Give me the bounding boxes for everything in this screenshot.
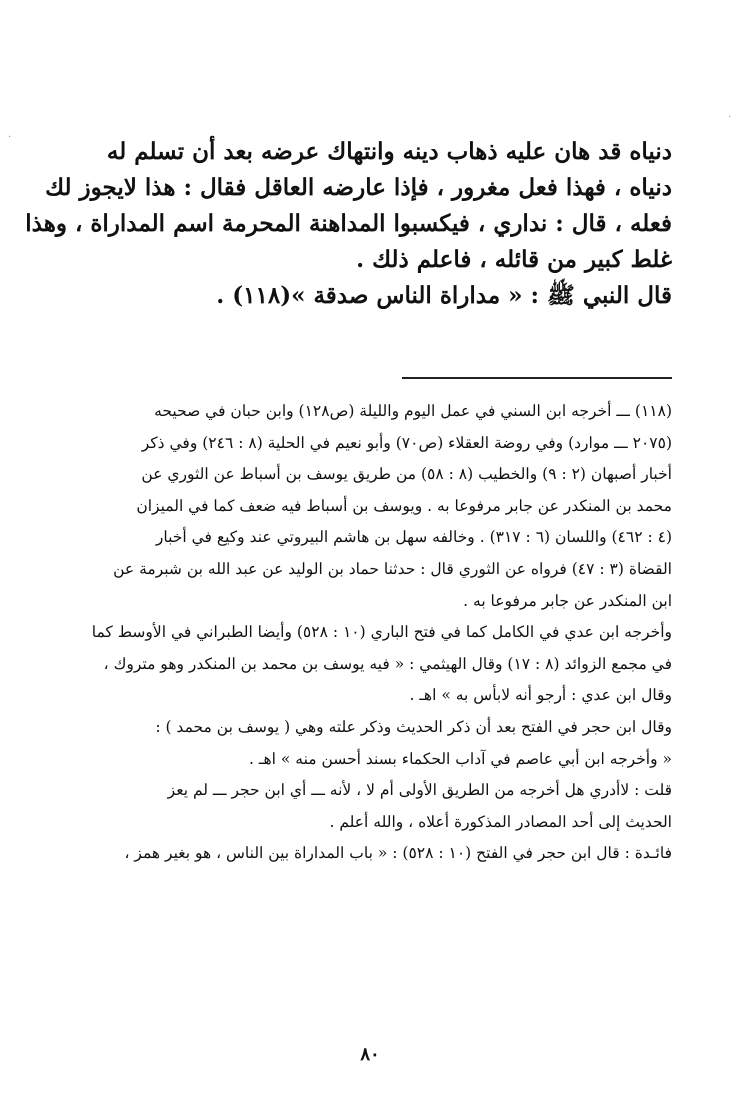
- scan-speck: ·: [728, 112, 732, 123]
- scan-speck: ·: [8, 132, 12, 143]
- footnote-line: في مجمع الزوائد (٨ : ١٧) وقال الهيثمي : « فيه يوسف بن محمد بن المنكدر وهو متروك ،: [103, 654, 672, 673]
- main-text-line: قال النبي ﷺ : « مداراة الناس صدقة »(١١٨) .: [216, 282, 672, 309]
- main-text-line: غلط كبير من قائله ، فاعلم ذلك .: [356, 246, 672, 273]
- main-text: [25, 134, 672, 314]
- footnote-line: وقال ابن عدي : أرجو أنه لابأس به » اهـ .: [409, 686, 672, 705]
- footnote-line: فائـدة : قال ابن حجر في الفتح (١٠ : ٥٢٨) : « باب المداراة بين الناس ، هو بغير همز ،: [124, 844, 672, 863]
- main-text-line: دنياه ، فهذا فعل مغرور ، فإذا عارضه العاقل فقال : هذا لايجوز لك: [45, 174, 672, 201]
- footnote-line: ابن المنكدر عن جابر مرفوعا به .: [463, 591, 672, 610]
- footnote-line: القضاة (٣ : ٤٧) فرواه عن الثوري قال : حدثنا حماد بن الوليد عن عبد الله بن شبرمة عن: [113, 559, 672, 578]
- main-text-line: دنياه قد هان عليه ذهاب دينه وانتهاك عرضه بعد أن تسلم له: [106, 138, 672, 165]
- footnote-separator: [402, 377, 672, 379]
- footnote-line: وأخرجه ابن عدي في الكامل كما في فتح الباري (١٠ : ٥٢٨) وأيضا الطبراني في الأوسط كما: [91, 623, 672, 642]
- footnotes: [91, 396, 672, 870]
- footnote-line: الحديث إلى أحد المصادر المذكورة أعلاه ، والله أعلم .: [329, 812, 672, 831]
- footnote-line: (٢٠٧٥ ـــ موارد) وفي روضة العقلاء (ص٧٠) وأبو نعيم في الحلية (٨ : ٢٤٦) وفي ذكر: [141, 433, 672, 452]
- footnote-line: (٤ : ٤٦٢) واللسان (٦ : ٣١٧) . وخالفه سهل بن هاشم البيروتي عند وكيع في أخبار: [155, 528, 672, 547]
- footnote-line: محمد بن المنكدر عن جابر مرفوعا به . ويوسف بن أسباط فيه ضعف كما في الميزان: [136, 496, 672, 515]
- footnote-line: قلت : لاأدري هل أخرجه من الطريق الأولى أم لا ، لأنه ـــ أي ابن حجر ـــ لم يعز: [167, 781, 672, 800]
- footnote-line: (١١٨) ـــ أخرجه ابن السني في عمل اليوم والليلة (ص١٢٨) وابن حبان في صحيحه: [154, 402, 672, 420]
- footnote-line: « وأخرجه ابن أبي عاصم في آداب الحكماء بسند أحسن منه » اهـ .: [249, 749, 672, 768]
- main-text-line: فعله ، قال : نداري ، فيكسبوا المداهنة المحرمة اسم المداراة ، وهذا: [25, 210, 672, 237]
- footnote-line: أخبار أصبهان (٢ : ٩) والخطيب (٨ : ٥٨) من طريق يوسف بن أسباط عن الثوري عن: [141, 465, 672, 484]
- page-number: ٨٠: [360, 1044, 380, 1065]
- footnote-line: وقال ابن حجر في الفتح بعد أن ذكر الحديث وذكر علته وهي ( يوسف بن محمد ) :: [155, 717, 672, 736]
